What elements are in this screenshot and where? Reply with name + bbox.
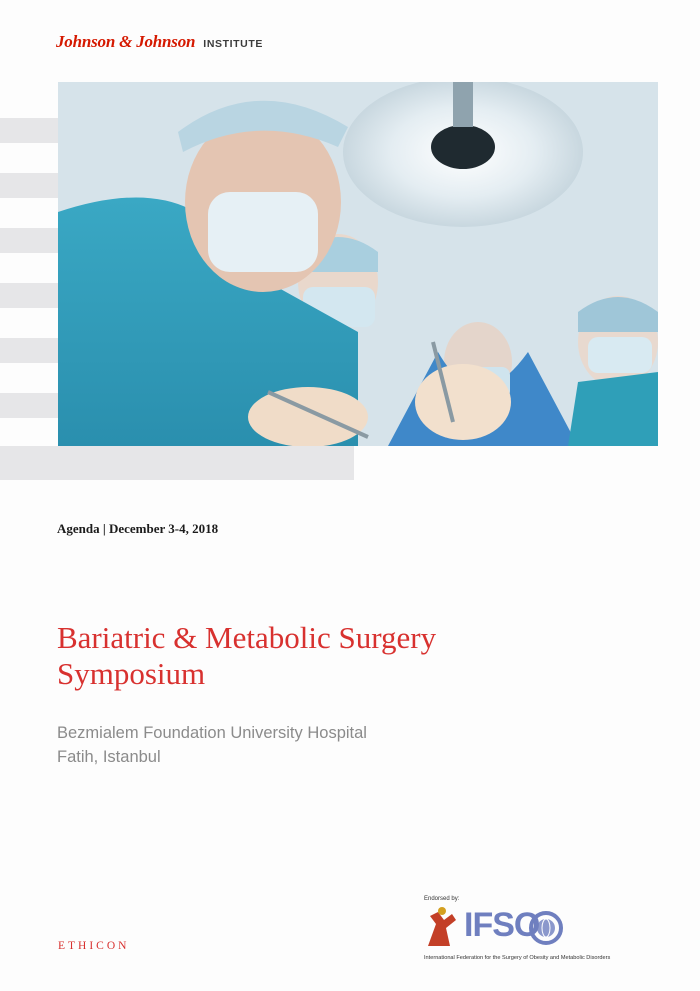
title-line: Bariatric & Metabolic Surgery	[57, 620, 437, 655]
brand-script: Johnson & Johnson	[56, 32, 196, 51]
title-line: Symposium	[57, 656, 206, 691]
venue	[57, 721, 367, 769]
agenda-date: Agenda | December 3-4, 2018	[57, 521, 219, 536]
ifso-full-name: International Federation for the Surgery of Obesity and Metabolic Disorders	[424, 955, 611, 961]
symposium-title	[57, 620, 617, 692]
endorsed-by-label: Endorsed by:	[424, 896, 460, 902]
surgeons-photo	[58, 82, 658, 446]
decorative-stripes	[0, 118, 60, 448]
ifso-endorsement	[422, 896, 662, 966]
ifso-acronym: IFSO	[464, 906, 540, 944]
venue-line: Bezmialem Foundation University Hospital	[57, 724, 367, 742]
brand-suffix: INSTITUTE	[203, 38, 263, 50]
ethicon-logo: ETHICON	[58, 940, 130, 952]
decorative-band	[0, 446, 354, 480]
johnson-johnson-institute-logo	[56, 32, 263, 54]
venue-line: Fatih, Istanbul	[57, 748, 161, 766]
